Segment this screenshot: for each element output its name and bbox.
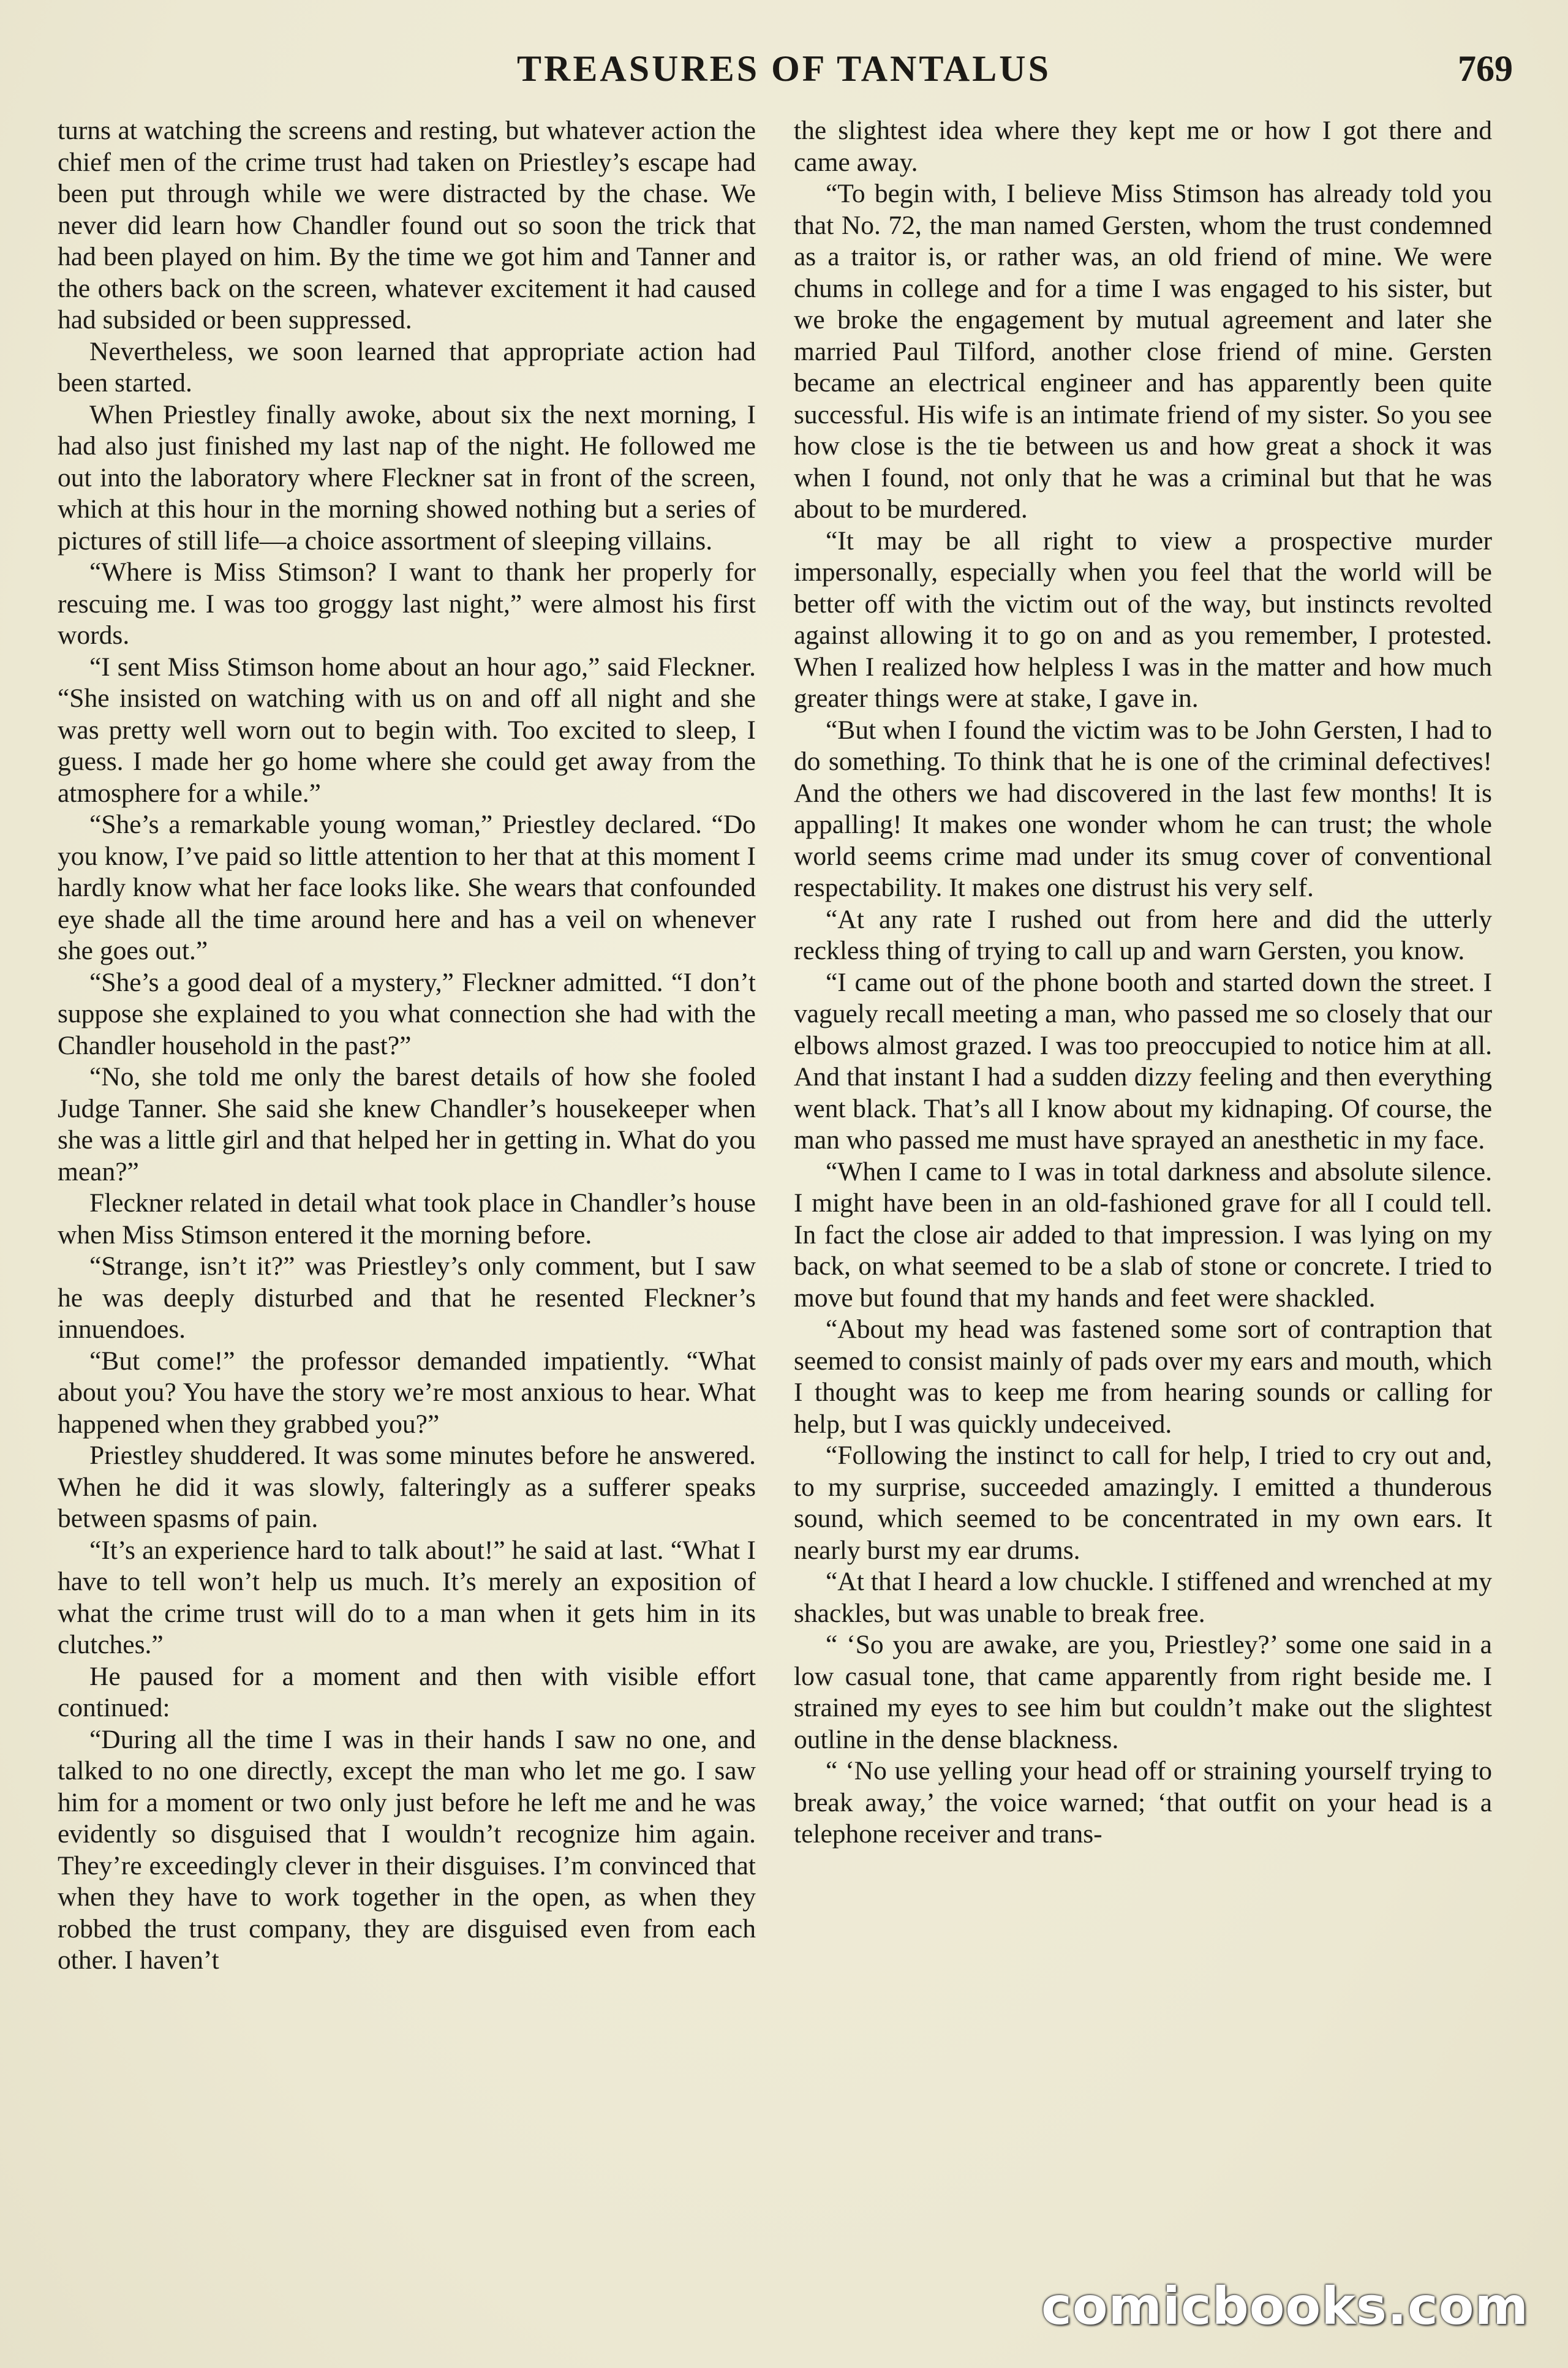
paragraph: He paused for a moment and then with visible effort continued: <box>58 1661 756 1722</box>
paragraph: “I came out of the phone booth and started down the street. I vaguely recall meeting a man, who passed me so closely that our elbows almost grazed. I was too preoccupied to notice him at all. And that instant I had a sudden dizzy feeling and then everything went black. That’s all I know about my kidnaping. Of course, the man who passed me must have sprayed an anesthetic in my face. <box>794 967 1492 1155</box>
page-header <box>55 43 1513 110</box>
paragraph: “Where is Miss Stimson? I want to thank her properly for rescuing me. I was too groggy last night,” were almost his first words. <box>58 557 756 650</box>
paragraph: When Priestley finally awoke, about six the next morning, I had also just finished my last nap of the night. He followed me out into the laboratory where Fleckner sat in front of the screen, which at this hour in the morning showed nothing but a series of pictures of still life—a choice assortment of sleeping villains. <box>58 399 756 556</box>
paragraph: “During all the time I was in their hands I saw no one, and talked to no one directly, except the man who let me go. I saw him for a moment or two only just before he left me and he was evidently so disguised that I wouldn’t recognize him again. They’re exceedingly clever in their disguises. I’m convinced that when they have to work together in the open, as when they robbed the trust company, they are disguised even from each other. I haven’t <box>58 1724 756 1975</box>
paragraph: “At any rate I rushed out from here and did the utterly reckless thing of trying to call up and warn Gersten, you know. <box>794 904 1492 965</box>
paragraph: “No, she told me only the barest details of how she fooled Judge Tanner. She said she knew Chandler’s housekeeper when she was a little girl and that helped her in getting in. What do you mean?” <box>58 1062 756 1186</box>
right-column <box>794 115 1492 2308</box>
paragraph: “At that I heard a low chuckle. I stiffened and wrenched at my shackles, but was unable to break free. <box>794 1567 1492 1628</box>
paragraph: “ ‘No use yelling your head off or straining yourself trying to break away,’ the voice warned; ‘that outfit on your head is a telephone receiver and trans- <box>794 1756 1492 1849</box>
paragraph: the slightest idea where they kept me or how I got there and came away. <box>794 116 1492 177</box>
paragraph: “But when I found the victim was to be John Gersten, I had to do something. To think that he is one of the criminal defectives! And the others we had discovered in the last few months! It is appalling! It makes one wonder whom he can trust; the whole world seems crime mad under its smug cover of conventional respectability. It makes one distrust his very self. <box>794 715 1492 902</box>
paragraph: “She’s a good deal of a mystery,” Fleckner admitted. “I don’t suppose she explained to you what connection she had with the Chandler household in the past?” <box>58 967 756 1060</box>
paragraph: Fleckner related in detail what took place in Chandler’s house when Miss Stimson entered it the morning before. <box>58 1188 756 1250</box>
paragraph: Priestley shuddered. It was some minutes before he answered. When he did it was slowly, falteringly as a sufferer speaks between spasms of pain. <box>58 1441 756 1533</box>
left-column <box>58 115 756 2308</box>
paragraph: “When I came to I was in total darkness and absolute silence. I might have been in an old-fashioned grave for all I could tell. In fact the close air added to that impression. I was lying on my back, on what seemed to be a slab of stone or concrete. I tried to move but found that my hands and feet were shackled. <box>794 1156 1492 1313</box>
paragraph: “Strange, isn’t it?” was Priestley’s only comment, but I saw he was deeply disturbed and that he resented Fleckner’s innuendoes. <box>58 1251 756 1344</box>
paragraph: “It may be all right to view a prospective murder impersonally, especially when you feel that the world will be better off with the victim out of the way, but instincts revolted against allowing it to go on and as you remember, I protested. When I realized how helpless I was in the matter and how much greater things were at stake, I gave in. <box>794 526 1492 713</box>
paragraph: “It’s an experience hard to talk about!” he said at last. “What I have to tell won’t help us much. It’s merely an exposition of what the crime trust will do to a man when it gets him in its clutches.” <box>58 1535 756 1659</box>
paragraph: “To begin with, I believe Miss Stimson has already told you that No. 72, the man named Gersten, whom the trust condemned as a traitor is, or rather was, an old friend of mine. We were chums in college and for a time I was engaged to his sister, but we broke the engagement by mutual agreement and later she married Paul Tilford, another close friend of mine. Gersten became an electrical engineer and has apparently been quite successful. His wife is an intimate friend of my sister. So you see how close is the tie between us and how great a shock it was when I found, not only that he was a criminal but that he was about to be murdered. <box>794 179 1492 524</box>
paragraph: “ ‘So you are awake, are you, Priestley?’ some one said in a low casual tone, that came apparently from right beside me. I strained my eyes to see him but couldn’t make out the slightest outline in the dense blackness. <box>794 1630 1492 1754</box>
paragraph: Nevertheless, we soon learned that appropriate action had been started. <box>58 336 756 398</box>
watermark: comicbooks.com <box>1041 2276 1529 2336</box>
paragraph: turns at watching the screens and resting, but whatever action the chief men of the crime trust had taken on Priestley’s escape had been put through while we were distracted by the chase. We never did learn how Chandler found out so soon the trick that had been played on him. By the time we got him and Tanner and the others back on the screen, whatever excitement it had caused had subsided or been suppressed. <box>58 116 756 334</box>
paragraph: “I sent Miss Stimson home about an hour ago,” said Fleckner. “She insisted on watching with us on and off all night and she was pretty well worn out to begin with. Too excited to sleep, I guess. I made her go home where she could get away from the atmosphere for a while.” <box>58 652 756 808</box>
running-head: TREASURES OF TANTALUS <box>517 48 1051 89</box>
paragraph: “Following the instinct to call for help, I tried to cry out and, to my surprise, succeeded amazingly. I emitted a thunderous sound, which seemed to be concentrated in my own ears. It nearly burst my ear drums. <box>794 1441 1492 1565</box>
page-number: 769 <box>1458 48 1513 89</box>
paragraph: “But come!” the professor demanded impatiently. “What about you? You have the story we’re most anxious to hear. What happened when they grabbed you?” <box>58 1346 756 1439</box>
paragraph: “About my head was fastened some sort of contraption that seemed to consist mainly of pads over my ears and mouth, which I thought was to keep me from hearing sounds or calling for help, but I was quickly undeceived. <box>794 1314 1492 1439</box>
paragraph: “She’s a remarkable young woman,” Priestley declared. “Do you know, I’ve paid so little attention to her that at this moment I hardly know what her face looks like. She wears that confounded eye shade all the time around here and has a veil on whenever she goes out.” <box>58 810 756 965</box>
